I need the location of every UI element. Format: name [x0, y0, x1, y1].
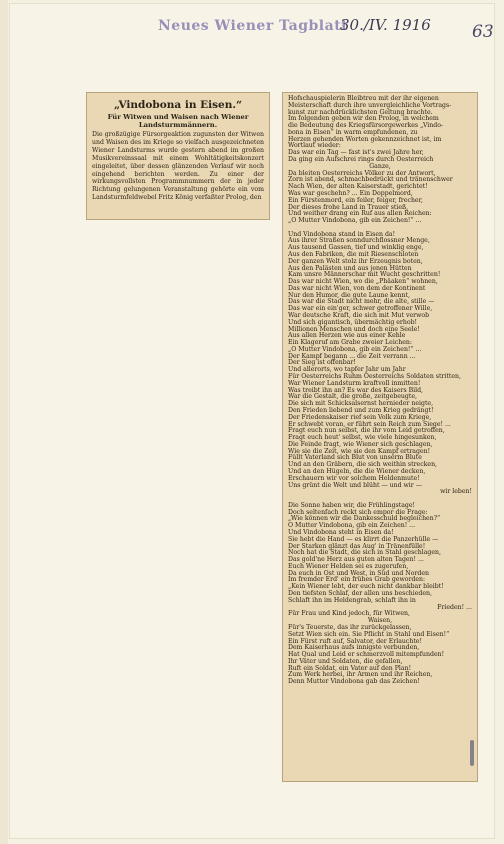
poem-line: Ein Fürstenmord, ein feiler, feiger, frecher, — [288, 196, 423, 204]
poem-line: Nach Wien, der alten Kaiserstadt, gerichtet! — [288, 183, 428, 191]
poem-line: „O Mutter Vindobona, gib ein Zeichen!“ ... — [288, 217, 422, 225]
poem-line: Für Frau und Kind jedoch, für Witwen, — [288, 610, 410, 618]
poem-line: Füllt Vaterland sich Blut von unserm Blute — [288, 454, 422, 462]
poem-line: Die Sonne haben wir, die Frühlingstage! — [288, 501, 416, 509]
article-title: „Vindobona in Eisen.“ — [113, 99, 243, 111]
poem-line: Das war ein ein'ger, schwer getroffener Wille, — [288, 305, 433, 313]
poem-line: Sie hebt die Hand — es klirrt die Panzerhülle — — [288, 535, 439, 543]
continuation-line: Wortlaut wieder: — [288, 142, 341, 150]
poem-line: Was war geschehn? ... Ein Doppelmord, — [288, 189, 413, 197]
poem-line: Und sich gigantisch, übermächtig erhob! — [288, 318, 418, 326]
poem-line: War Wiener Landsturm kraftvoll inmitten! — [288, 379, 421, 387]
poem-line: Und Vindobona stand in Eisen da! — [288, 230, 396, 238]
poem-line: Und an den Hügeln, die die Wiener decken, — [288, 467, 426, 475]
poem-line: Fragt euch nun selbst, die ihr vom Leid getroffen, — [288, 427, 445, 435]
poem-line: Für Oesterreichs Ruhm Oesterreichs Soldaten stritten, — [288, 373, 461, 381]
article-intro: Die großzügige Fürsorgeaktion zugunsten der Witwen und Waisen des im Kriege so vielfach ausgezeichneten Wiener Landsturms wurde gestern abend im großen Musikvereinssaal mit einem Wohltätigkeitskonzert eingeleitet, über dessen glänzenden Verlauf wir noch eingehend berichten werden. Zu einer der wirkungsvollsten Programmnummern der in jeder Richtung gelungenen Veranstaltung gehörte ein vom Landsturmfeldwebel Fritz König verfaßter Prolog, den — [92, 131, 264, 202]
page-edge — [0, 0, 8, 844]
continuation-line: kunst zur nachdrücklichsten Geltung brachte. — [288, 108, 433, 116]
poem-line: Ruft ein Soldat, ein Vater auf den Plan! — [288, 664, 412, 672]
newspaper-stamp: Neues Wiener Tagblatt — [158, 18, 349, 34]
poem-line: Dem Kaiserhaus aufs innigste verbunden, — [288, 644, 420, 652]
poem-line: War deutsche Kraft, die sich mit Mut verwob — [288, 312, 430, 319]
poem-line: Der Starken glänzt das Aug' in Tränenfülle! — [288, 542, 426, 550]
poem-line: Erschauern wir vor solchem Heldenmute! — [288, 474, 420, 482]
poem-line: Das war die Stadt nicht mehr, die alte, stille — — [288, 298, 435, 306]
poem-line: Fragt euch heut' selbst, wie viele hingesunken, — [288, 434, 437, 442]
poem-line: Schlaft ihn im Heldengrab, schlaft ihn in — [288, 596, 416, 604]
poem-line: Millionen Menschen und doch eine Seele! — [288, 325, 420, 333]
poem-line: Aus tausend Gassen, tief und winklig enge, — [288, 244, 424, 252]
poem-line: Ein Fürst ruft auf, Salvator, der Erlauchte! — [288, 637, 422, 645]
poem-line: O Mutter Vindobona, gib ein Zeichen! ... — [288, 522, 416, 530]
poem-line: Das war nicht Wien, wo die „Phäaken“ wohnen, — [288, 278, 438, 286]
poem-line: Die Feinde fragt, wie Wiener sich geschlagen, — [288, 440, 433, 448]
poem-line: wir leben! — [440, 488, 472, 496]
poem-line: Doch seltenfach reckt sich empor die Frage: — [288, 508, 428, 516]
poem-line: Denn Mutter Vindobona gab das Zeichen! — [288, 678, 420, 686]
continuation-line: Meisterschaft durch ihre unvergleichliche Vortrags- — [288, 101, 452, 109]
continuation-line: Herzen gehenden Worten gekennzeichnet ist, im — [288, 135, 442, 143]
poem-line: Für's Teuerste, das ihr zurückgelassen, — [288, 623, 412, 631]
poem-line: Aus ihrer Straßen sonndurchflossner Menge, — [288, 237, 430, 245]
poem-line: Der Friedenskaiser rief sein Volk zum Kriege, — [288, 413, 432, 421]
poem-line: Ihr Väter und Soldaten, die gefallen, — [288, 657, 403, 665]
poem-line: „O Mutter Vindobona, gib ein Zeichen!“ ... — [288, 345, 422, 353]
clipping-left — [86, 92, 270, 220]
poem-line: Kam unsre Männerschar mit Wucht geschritten! — [288, 271, 441, 279]
handwritten-page-number: 63 — [472, 22, 494, 42]
poem-line: Der ganzen Welt stolz ihr Erzeugnis boten, — [288, 257, 423, 265]
continuation-line: Hofschauspielerin Bleibtreu mit der ihr eigenen — [288, 95, 439, 102]
poem-line: „Kein Wiener lebt, der euch nicht dankbar bleibt! — [288, 583, 444, 591]
continuation-line: bona in Eisen“ in warm empfundenen, zu — [288, 128, 418, 136]
clipping-right — [282, 92, 478, 782]
poem-line: Euch Wiener Helden sei es zugerufen, — [288, 562, 409, 570]
poem-line: Aus den Palästen und aus jenen Hütten — [288, 264, 412, 272]
poem-line: Im fremder Erd' ein frühes Grab geworden: — [288, 576, 426, 584]
poem-line: Das war nicht Wien, von dem der Kontinent — [288, 284, 426, 292]
poem-line: Ein Klageruf am Grabe zweier Leichen: — [288, 339, 412, 347]
poem-line: Noch hat die Stadt, die sich in Stahl geschlagen, — [288, 549, 441, 557]
poem-line: Und Vindobona steht in Eisen da! — [288, 529, 394, 536]
poem-line: Was treibt ihn an? Es war des Kaisers Bild, — [288, 386, 424, 394]
poem-line: Frieden! ... — [437, 603, 472, 611]
article-continuation — [288, 96, 472, 150]
pencil-mark — [470, 740, 474, 766]
poem-line: Der Kampf begann ... die Zeit verrann ... — [288, 352, 416, 360]
poem-line: Zum Werk herbei, ihr Armen und ihr Reichen, — [288, 671, 433, 679]
poem-line: „Wie können wir die Dankesschuld begleichen?“ — [288, 515, 441, 523]
continuation-line: die Bedeutung des Kriegsfürsorgewerkes „Vindo- — [288, 122, 444, 130]
poem-line: Aus den Fabriken, die mit Riesenschloten — [288, 250, 419, 258]
poem-line: Den Frieden liebend und zum Krieg gedrängt! — [288, 406, 434, 414]
poem-line: Zorn ist abend, schmachbedrückt und tränenschwer — [288, 176, 453, 184]
poem-line: Und weither drang ein Ruf aus allen Reichen: — [288, 210, 432, 218]
poem-line: Da euch in Ost und West, in Süd und Norden — [288, 569, 430, 577]
poem-line: Uns grünt die Welt und blüht — und wir — — [288, 481, 422, 489]
poem-line: Und an den Gräbern, die sich weithin strecken, — [288, 461, 438, 469]
poem-line: Und allerorts, wo tapfer Jahr um Jahr — [288, 366, 406, 374]
poem-line: Die sich mit Schicksalsernst hernieder neigte, — [288, 400, 434, 408]
poem-line: Ganze, — [369, 162, 391, 170]
poem-line: Den tiefsten Schlaf, der allen uns beschieden, — [288, 590, 433, 598]
poem-line: Aus allen Herzen wie aus einer Kehle — [288, 332, 406, 340]
poem-line: Waisen, — [367, 617, 393, 625]
article-subtitle: Für Witwen und Waisen nach Wiener Landsturmmännern. — [107, 113, 249, 129]
poem-line: Nur den Humor, die gute Laune kennt, — [288, 291, 410, 299]
continuation-line: Im folgenden geben wir den Prolog, in welchem — [288, 115, 439, 123]
prolog-poem — [288, 150, 472, 686]
poem-line: Der Sieg ist offenbar! — [288, 359, 356, 367]
handwritten-date: 30./IV. 1916 — [340, 16, 431, 34]
poem-line: Wie sie die Zeit, wie sie den Kampf ertragen! — [288, 447, 431, 455]
poem-line: War die Gestalt, die große, zeitgebeugte, — [288, 393, 417, 401]
poem-line: Das gold'ne Herz aus guten alten Tagen! ... — [288, 556, 424, 564]
poem-line: Das war ein Tag — fast ist's zwei Jahre her, — [288, 149, 424, 157]
poem-line: Er schwebt voran, er führt sein Reich zum Siege! ... — [288, 420, 451, 428]
poem-line: Hat Qual und Leid er schmerzvoll mitempfunden! — [288, 651, 445, 659]
poem-line: Da bleiten Oesterreichs Völker zu der Antwort, — [288, 169, 436, 177]
poem-line: Da ging ein Aufschrei rings durch Oesterreich — [288, 156, 434, 164]
poem-line: Der dieses frohe Land in Trauer stieß, — [288, 203, 409, 211]
poem-line: Setzt Wien sich ein. Sie Pflicht in Stahl und Eisen!“ — [288, 630, 450, 638]
